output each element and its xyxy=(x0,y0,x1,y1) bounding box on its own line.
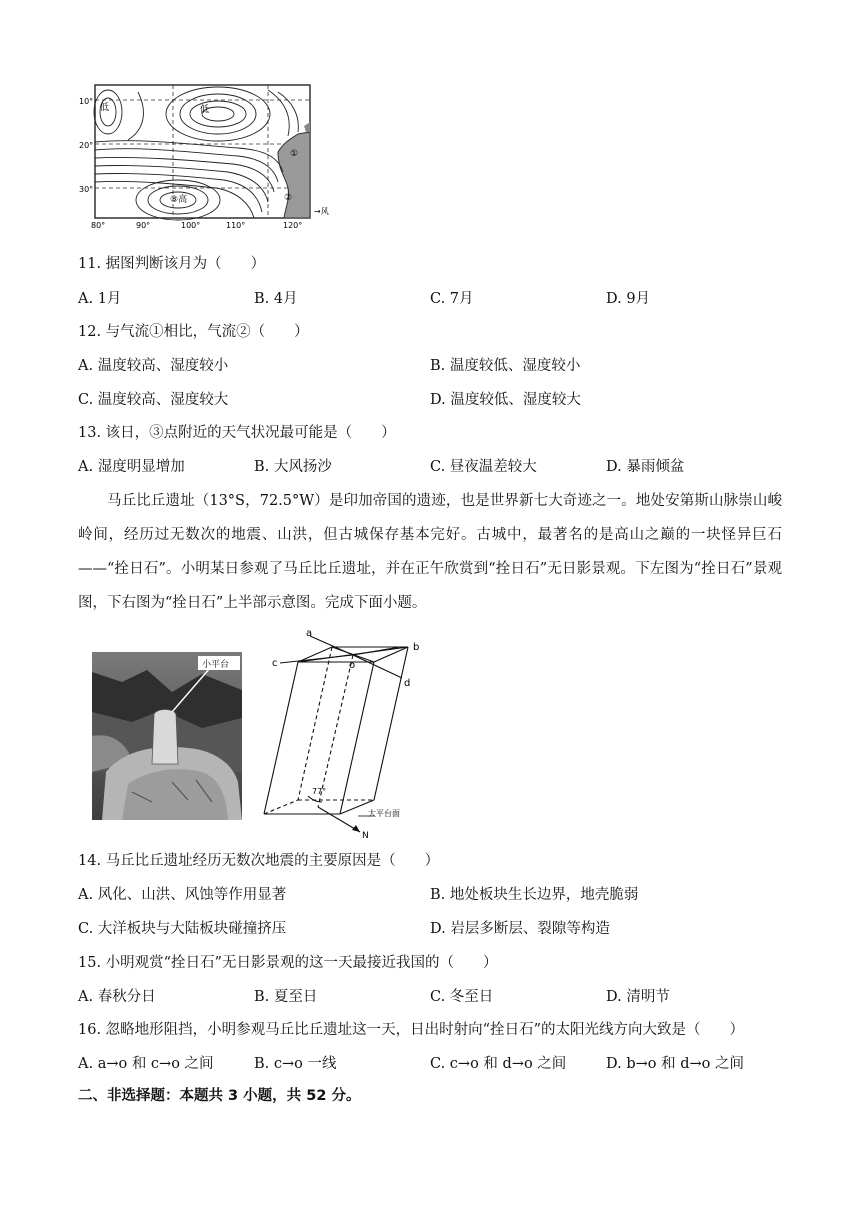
point-a-label: a xyxy=(306,628,313,639)
q14-option-d[interactable]: D. 岩层多断层、裂隙等构造 xyxy=(430,921,610,937)
q12-option-b[interactable]: B. 温度较低、湿度较小 xyxy=(430,358,581,374)
point-d-label: d xyxy=(404,678,411,689)
q11-option-a[interactable]: A. 1月 xyxy=(78,291,122,307)
q15-option-d[interactable]: D. 清明节 xyxy=(606,989,670,1005)
lon-label-90: 90° xyxy=(136,221,151,230)
high-pressure-label: ③高 xyxy=(170,195,188,205)
wind-legend: →风 xyxy=(314,207,329,216)
question-14-stem: 14. 马丘比丘遗址经历无数次地震的主要原因是（ ） xyxy=(78,853,440,869)
q16-option-a[interactable]: A. a→o 和 c→o 之间 xyxy=(78,1056,214,1072)
q15-option-a[interactable]: A. 春秋分日 xyxy=(78,989,156,1005)
q13-option-d[interactable]: D. 暴雨倾盆 xyxy=(606,459,685,475)
low-pressure-label-2: 低 xyxy=(200,105,210,115)
q13-option-a[interactable]: A. 湿度明显增加 xyxy=(78,459,185,475)
question-11-stem: 11. 据图判断该月为（ ） xyxy=(78,256,266,272)
q15-option-c[interactable]: C. 冬至日 xyxy=(430,989,494,1005)
low-pressure-label-1: 低 xyxy=(100,103,110,113)
q13-option-c[interactable]: C. 昼夜温差较大 xyxy=(430,459,537,475)
intihuatana-diagram xyxy=(250,628,430,840)
q16-option-b[interactable]: B. c→o 一线 xyxy=(254,1056,337,1072)
q14-option-c[interactable]: C. 大洋板块与大陆板块碰撞挤压 xyxy=(78,921,287,937)
q13-option-b[interactable]: B. 大风扬沙 xyxy=(254,459,332,475)
q11-option-b[interactable]: B. 4月 xyxy=(254,291,298,307)
lon-label-100: 100° xyxy=(181,221,201,230)
airflow-mark-2: ② xyxy=(284,193,293,203)
lat-label-10: 10° xyxy=(79,97,94,106)
q12-option-a[interactable]: A. 温度较高、湿度较小 xyxy=(78,358,229,374)
platform-surface-label: 大平台面 xyxy=(368,809,400,818)
angle-label: 77° xyxy=(312,787,327,796)
q12-option-d[interactable]: D. 温度较低、湿度较大 xyxy=(430,392,581,408)
q14-option-a[interactable]: A. 风化、山洪、风蚀等作用显著 xyxy=(78,887,287,903)
question-12-stem: 12. 与气流①相比，气流②（ ） xyxy=(78,324,309,340)
question-13-stem: 13. 该日，③点附近的天气状况最可能是（ ） xyxy=(78,425,396,441)
q12-option-c[interactable]: C. 温度较高、湿度较大 xyxy=(78,392,229,408)
reading-passage: 马丘比丘遗址（13°S，72.5°W）是印加帝国的遗迹，也是世界新七大奇迹之一。地处安第斯山脉崇山峻岭间，经历过无数次的地震、山洪，但古城保存基本完好。古城中，最著名的是高山之巅的一块怪异巨石——“拴日石”。小明某日参观了马丘比丘遗址，并在正午欣赏到“拴日石”无日影景观。下左图为“拴日石”景观图，下右图为“拴日石”上半部示意图。完成下面小题。 xyxy=(78,493,782,611)
lon-label-110: 110° xyxy=(226,221,246,230)
q16-option-c[interactable]: C. c→o 和 d→o 之间 xyxy=(430,1056,567,1072)
q15-option-b[interactable]: B. 夏至日 xyxy=(254,989,318,1005)
small-platform-label: 小平台 xyxy=(202,660,230,670)
question-16-stem: 16. 忽略地形阻挡，小明参观马丘比丘遗址这一天，日出时射向“拴日石”的太阳光线方向大致是（ ） xyxy=(78,1022,744,1038)
airflow-mark-1: ① xyxy=(290,149,299,159)
lon-label-80: 80° xyxy=(91,221,106,230)
point-c-label: c xyxy=(272,658,278,669)
point-o-label: o xyxy=(349,660,356,671)
lon-label-120: 120° xyxy=(283,221,303,230)
q16-option-d[interactable]: D. b→o 和 d→o 之间 xyxy=(606,1056,744,1072)
wind-map-figure xyxy=(78,82,340,232)
question-15-stem: 15. 小明观赏“拴日石”无日影景观的这一天最接近我国的（ ） xyxy=(78,955,498,971)
intihuatana-photo xyxy=(92,652,242,820)
q14-option-b[interactable]: B. 地处板块生长边界，地壳脆弱 xyxy=(430,887,639,903)
lat-label-20: 20° xyxy=(79,141,94,150)
north-label: N xyxy=(362,831,369,840)
lat-label-30: 30° xyxy=(79,185,94,194)
section-2-heading: 二、非选择题：本题共 3 小题，共 52 分。 xyxy=(78,1088,361,1104)
point-b-label: b xyxy=(413,642,420,653)
q11-option-c[interactable]: C. 7月 xyxy=(430,291,474,307)
q11-option-d[interactable]: D. 9月 xyxy=(606,291,651,307)
